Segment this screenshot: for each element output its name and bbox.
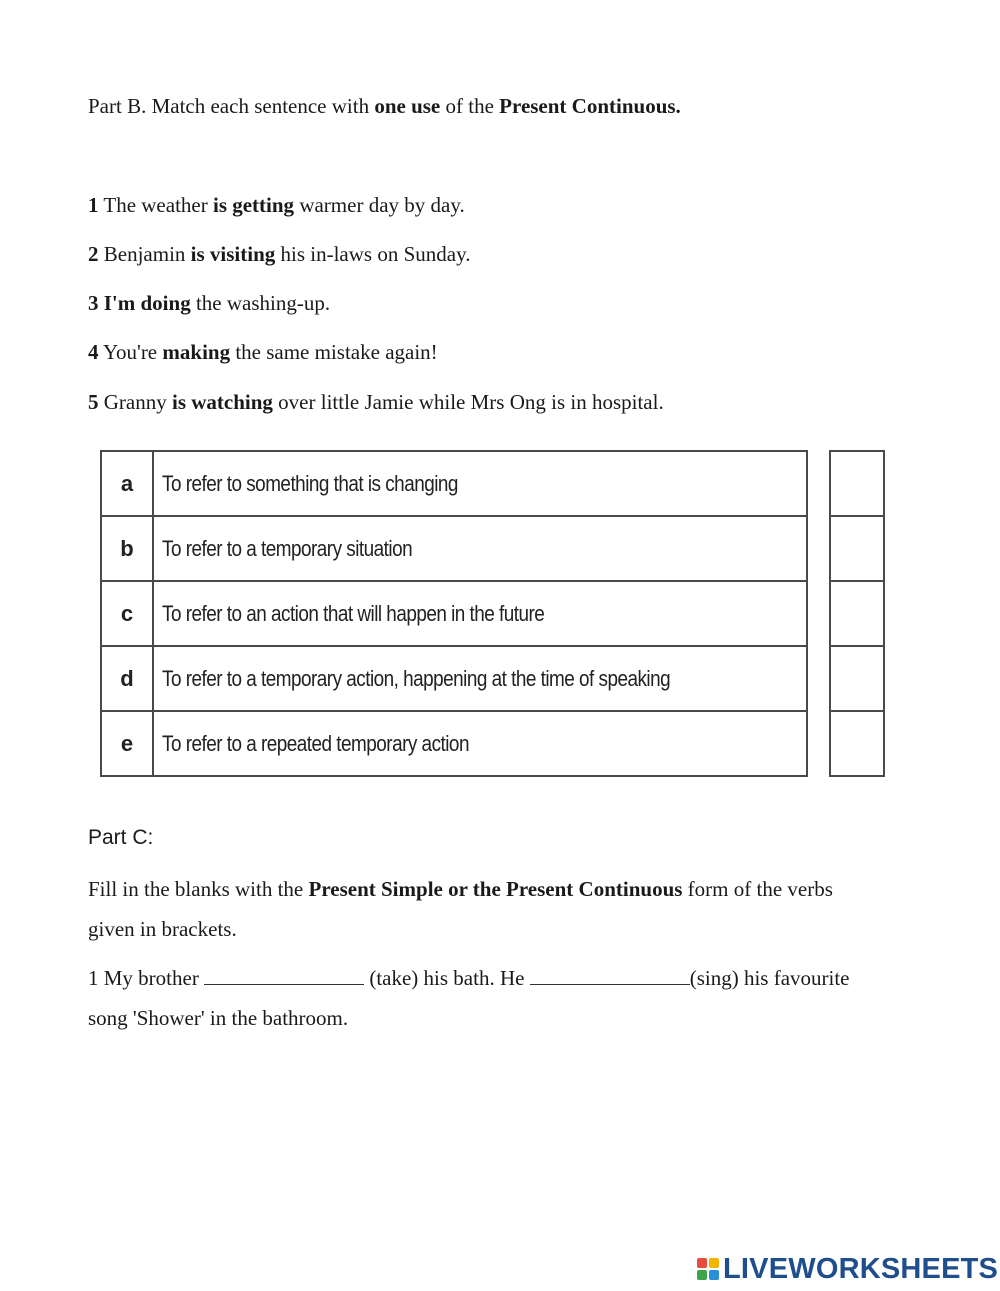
use-description: To refer to a temporary action, happening at the time of speaking [153,646,807,711]
use-row-c [101,581,807,646]
use-description: To refer to an action that will happen in the future [153,581,807,646]
sentence-1: 1 The weather is getting warmer day by day. [88,193,465,217]
use-letter: b [101,516,153,581]
answer-boxes [829,450,885,777]
question-1-line1: 1 My brother (take) his bath. He (sing) his favourite [88,966,850,990]
answer-input-c[interactable] [831,583,883,645]
use-description: To refer to something that is changing [153,451,807,516]
sentence-3: 3 I'm doing the washing-up. [88,291,331,315]
answer-box-e [830,711,884,776]
sentence-4: 4 You're making the same mistake again! [88,340,438,364]
blank-1-input[interactable] [204,968,368,992]
logo-mark-icon [697,1258,719,1280]
sentence-5: 5 Granny is watching over little Jamie while Mrs Ong is in hospital. [88,390,664,414]
use-row-e [101,711,807,776]
use-row-d [101,646,807,711]
use-description: To refer to a repeated temporary action [153,711,807,776]
answer-input-a[interactable] [831,453,883,515]
use-row-b [101,516,807,581]
blank-1[interactable] [204,966,364,985]
use-row-a [101,451,807,516]
answer-box-d [830,646,884,711]
use-description: To refer to a temporary situation [153,516,807,581]
uses-table [100,450,808,777]
logo-text: LIVEWORKSHEETS [723,1252,999,1285]
use-letter: a [101,451,153,516]
part-c-instruction-line2: given in brackets. [88,917,237,941]
use-letter: c [101,581,153,646]
use-letter: d [101,646,153,711]
liveworksheets-logo [697,1251,998,1287]
answer-input-b[interactable] [831,518,883,580]
answer-box-b [830,516,884,581]
use-letter: e [101,711,153,776]
answer-box-c [830,581,884,646]
answer-box-a [830,451,884,516]
blank-2[interactable] [530,966,690,985]
blank-2-input[interactable] [530,968,694,992]
question-1-line2: song 'Shower' in the bathroom. [88,1006,349,1030]
part-b-instruction: Part B. Match each sentence with one use of the Present Continuous. [88,94,681,118]
answer-input-e[interactable] [831,713,883,775]
part-c-heading: Part C: [88,826,154,849]
answer-input-d[interactable] [831,648,883,710]
sentence-2: 2 Benjamin is visiting his in-laws on Sunday. [88,242,471,266]
part-c-instruction-line1: Fill in the blanks with the Present Simple or the Present Continuous form of the verbs [88,877,833,901]
